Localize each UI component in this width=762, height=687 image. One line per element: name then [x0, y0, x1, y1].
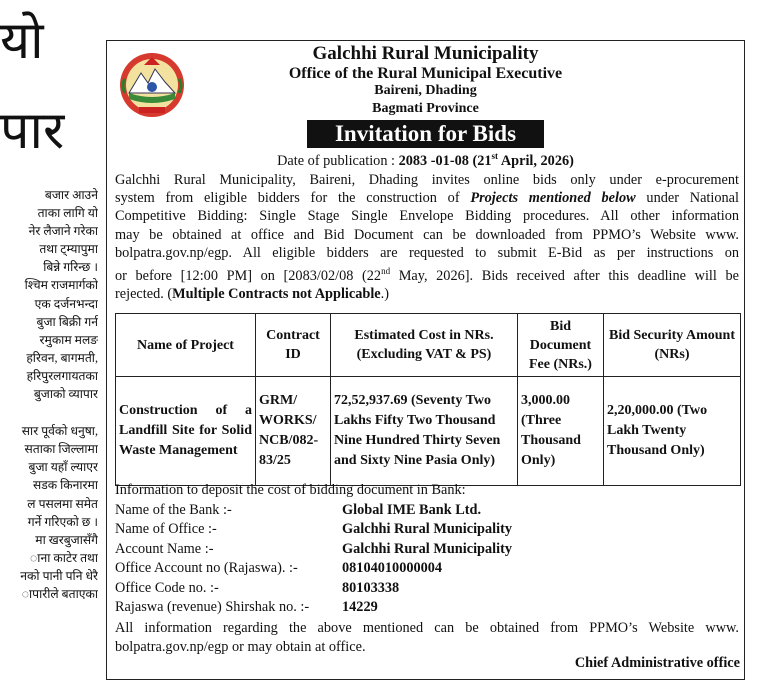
- col-name-of-project: Name of Project: [116, 314, 256, 377]
- news-line: नेर लैजाने गरेका: [28, 224, 98, 239]
- news-line: बुजा यहाँ ल्याएर: [28, 460, 98, 475]
- bid-security-cell: 2,20,000.00 (Two Lakh Twenty Thousand Only): [604, 377, 741, 486]
- bank-row-bank-name: Name of the Bank :- Global IME Bank Ltd.: [115, 501, 482, 518]
- bid-projects-table: [115, 313, 741, 486]
- news-line: बजार आउने: [44, 188, 98, 202]
- news-line: ताका लागि यो: [37, 206, 98, 221]
- province: Bagmati Province: [372, 101, 479, 116]
- news-line: रमुकाम मलङ: [39, 332, 98, 347]
- table-row: [116, 377, 741, 486]
- bank-information: [115, 481, 739, 618]
- project-name-cell: Construction of a Landfill Site for Solid Waste Management: [116, 377, 256, 486]
- bank-row-account-no: Office Account no (Rajaswa). :- 08104010000004: [115, 560, 443, 576]
- news-line: नको पानी पनि धेरै: [20, 568, 98, 583]
- bank-row-office-name: Name of Office :- Galchhi Rural Municipality: [115, 521, 512, 537]
- invitation-text: Galchhi Rural Municipality, Baireni, Dhading invites online bids only under e-procurement system from eligible bidders for the construction of Projects mentioned below under National Competitive Bidding: Single Stage Single Envelope Bidding procedures. All other information may be obtained at office and Bid Document can be downloaded from PPMO’s Website www. bolpatra.gov.np/egp. All eligible bidders are requested to submit E-Bid as per instructions on or before [12:00 PM] on [2083/02/08 (22nd May, 2026]. Bids received after this deadline will be rejected. (Multiple Contracts not Applicable.): [115, 172, 739, 302]
- bank-row-office-code: Office Code no. :- 80103338: [115, 579, 400, 596]
- news-line: ल पसलमा समेत: [27, 496, 98, 511]
- news-line: एक दर्जनभन्दा: [34, 296, 98, 311]
- bid-fee-cell: 3,000.00 (Three Thousand Only): [518, 377, 604, 486]
- notice-title-banner: Invitation for Bids: [307, 120, 544, 148]
- headline-line-2: पार: [0, 103, 65, 160]
- news-line: श्चिम राजमार्गको: [24, 278, 98, 293]
- news-line: हरिवन, बागमती,: [26, 350, 98, 365]
- news-line: गर्ने गरिएको छ ।: [27, 514, 98, 529]
- news-line: बिन्ने गरिन्छ ।: [43, 260, 98, 275]
- signature: Chief Administrative office: [574, 655, 740, 671]
- news-line: ाना काटेर तथा: [30, 550, 98, 565]
- bid-notice: [106, 40, 745, 680]
- col-bid-security-amount: Bid Security Amount (NRs): [604, 314, 741, 377]
- footer-text: All information regarding the above mentioned can be obtained from PPMO’s Website www. bolpatra.gov.np/egp or may obtain at office.: [115, 620, 739, 655]
- estimated-cost-cell: 72,52,937.69 (Seventy Two Lakhs Fifty Two Thousand Nine Hundred Thirty Seven and Sixty Nine Pasia Only): [331, 377, 518, 486]
- news-line: ापारीले बताएका: [21, 586, 98, 601]
- publication-date: Date of publication : 2083 -01-08 (21st April, 2026): [277, 151, 574, 169]
- news-line: सताका जिल्लामा: [24, 442, 98, 457]
- table-header-row: [116, 314, 741, 377]
- news-line: सडक किनारमा: [32, 478, 98, 493]
- news-line: [0, 403, 98, 422]
- bank-row-revenue-shirshak: Rajaswa (revenue) Shirshak no. :- 14229: [115, 599, 378, 615]
- news-body-text: [0, 186, 98, 603]
- news-line: तथा ट्म्यापुमा: [39, 242, 98, 257]
- bank-row-account-name: Account Name :- Galchhi Rural Municipality: [115, 540, 512, 557]
- col-bid-document-fee: Bid Document Fee (NRs.): [518, 314, 604, 377]
- headline-line-1: यो: [0, 13, 44, 70]
- contract-id-cell: GRM/ WORKS/ NCB/082-83/25: [256, 377, 331, 486]
- news-line: बुजा बिक्री गर्न: [36, 314, 98, 329]
- news-line: मा खरबुजासँगै: [35, 532, 98, 547]
- news-line: बुजाको व्यापार: [33, 387, 98, 402]
- address: Baireni, Dhading: [374, 83, 477, 98]
- bank-intro: Information to deposit the cost of bidding document in Bank:: [115, 482, 466, 498]
- adjacent-news-column: [0, 0, 100, 687]
- col-estimated-cost: Estimated Cost in NRs. (Excluding VAT & PS): [331, 314, 518, 377]
- office-name: Office of the Rural Municipal Executive: [288, 65, 563, 82]
- municipality-name: Galchhi Rural Municipality: [312, 43, 539, 64]
- news-line: सार पूर्वको धनुषा,: [21, 424, 98, 439]
- news-line: हरिपुरलगायतका: [26, 368, 98, 383]
- col-contract-id: Contract ID: [256, 314, 331, 377]
